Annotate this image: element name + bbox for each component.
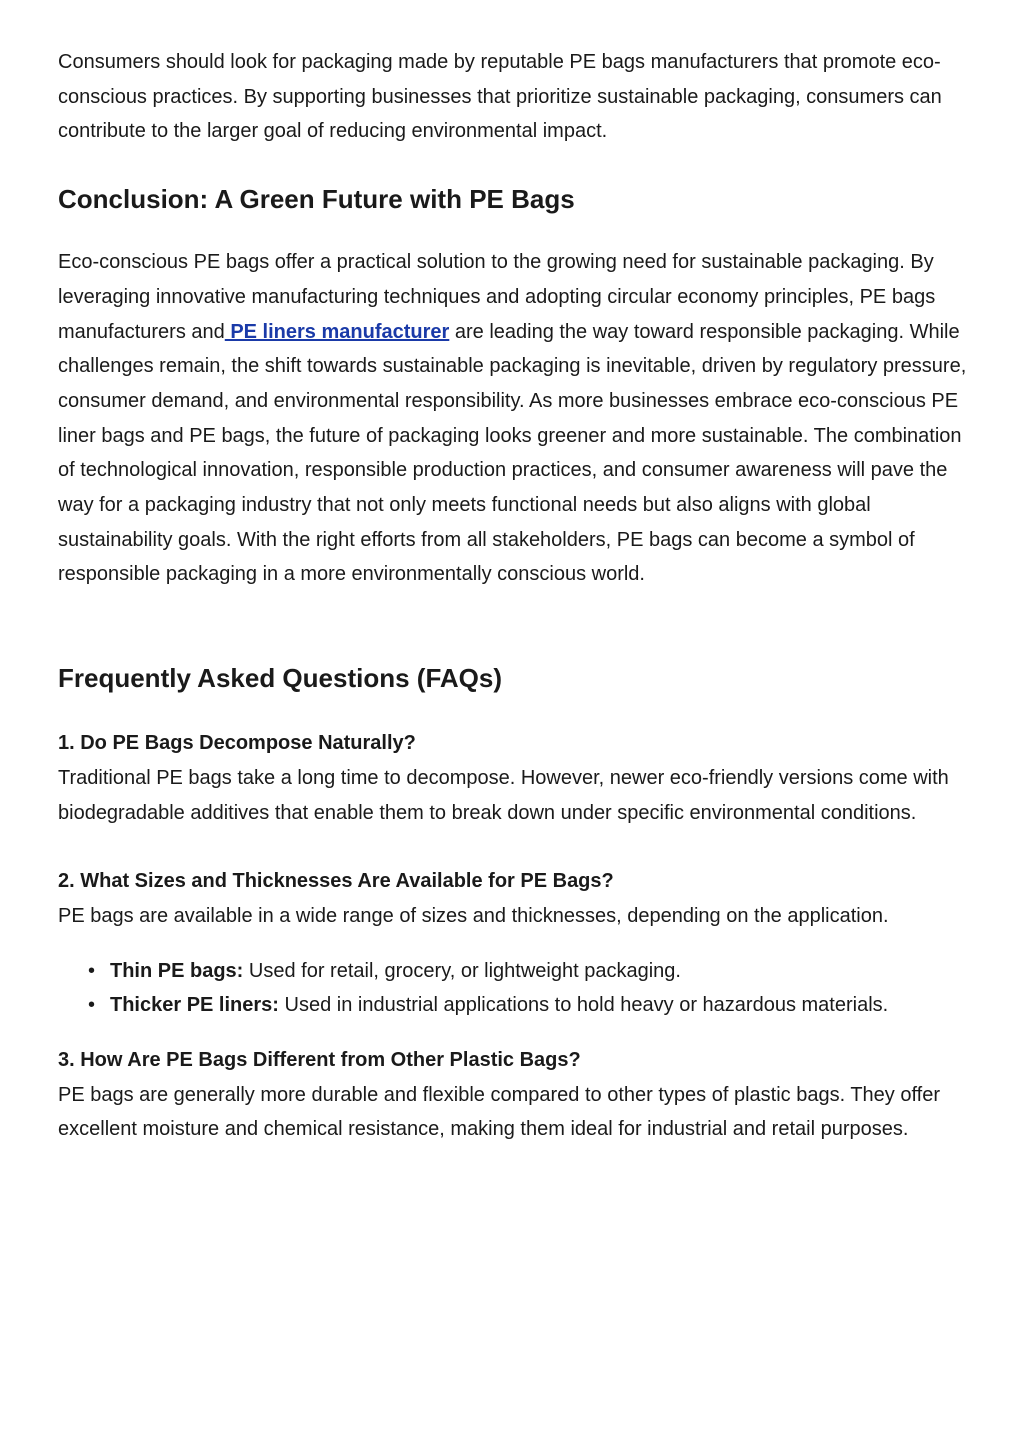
- intro-paragraph: Consumers should look for packaging made by reputable PE bags manufacturers that promote eco-conscious practices. By supporting businesses that prioritize sustainable packaging, consumers can contribute to the larger goal of reducing environmental impact.: [58, 51, 942, 143]
- list-item: [88, 988, 968, 1023]
- sizes-list: [58, 954, 968, 1023]
- conclusion-text-after-link: are leading the way toward responsible packaging. While challenges remain, the shift towards sustainable packaging is inevitable, driven by regulatory pressure, consumer demand, and environmental responsibility. As more businesses embrace eco-conscious PE liner bags and PE bags, the future of packaging looks greener and more sustainable. The combination of technological innovation, responsible production practices, and consumer awareness will pave the way for a packaging industry that not only meets functional needs but also aligns with global sustainability goals. With the right efforts from all stakeholders, PE bags can become a symbol of responsible packaging in a more environmentally conscious world.: [58, 320, 967, 586]
- list-item-text: Used in industrial applications to hold heavy or hazardous materials.: [278, 994, 889, 1017]
- conclusion-paragraph: [58, 245, 968, 592]
- faq-heading: Frequently Asked Questions (FAQs): [58, 663, 503, 694]
- bullet-icon: •: [88, 959, 96, 982]
- pe-liners-manufacturer-link[interactable]: PE liners manufacturer: [224, 320, 450, 343]
- faq-answer-1: Traditional PE bags take a long time to decompose. However, newer eco-friendly versions come with biodegradable additives that enable them to break down under specific environmental conditions.: [58, 766, 949, 824]
- list-item-label: Thin PE bags:: [110, 959, 244, 982]
- list-item-label: Thicker PE liners:: [110, 994, 279, 1017]
- list-item-text: Used for retail, grocery, or lightweight packaging.: [243, 959, 681, 982]
- conclusion-text-before-link: Eco-conscious PE bags offer a practical solution to the growing need for sustainable packaging. By leveraging innovative manufacturing techniques and adopting circular economy principles, PE bags manufacturers and: [58, 251, 936, 343]
- faq-answer-2: PE bags are available in a wide range of sizes and thicknesses, depending on the application.: [58, 904, 889, 927]
- conclusion-heading: Conclusion: A Green Future with PE Bags: [58, 184, 575, 215]
- list-item: [88, 954, 968, 989]
- bullet-icon: •: [88, 994, 96, 1017]
- faq-question-3: 3. How Are PE Bags Different from Other Plastic Bags?: [58, 1049, 581, 1072]
- faq-question-1: 1. Do PE Bags Decompose Naturally?: [58, 732, 416, 755]
- faq-answer-3: PE bags are generally more durable and flexible compared to other types of plastic bags. They offer excellent moisture and chemical resistance, making them ideal for industrial and retail purposes.: [58, 1083, 940, 1141]
- faq-question-2: 2. What Sizes and Thicknesses Are Available for PE Bags?: [58, 870, 614, 893]
